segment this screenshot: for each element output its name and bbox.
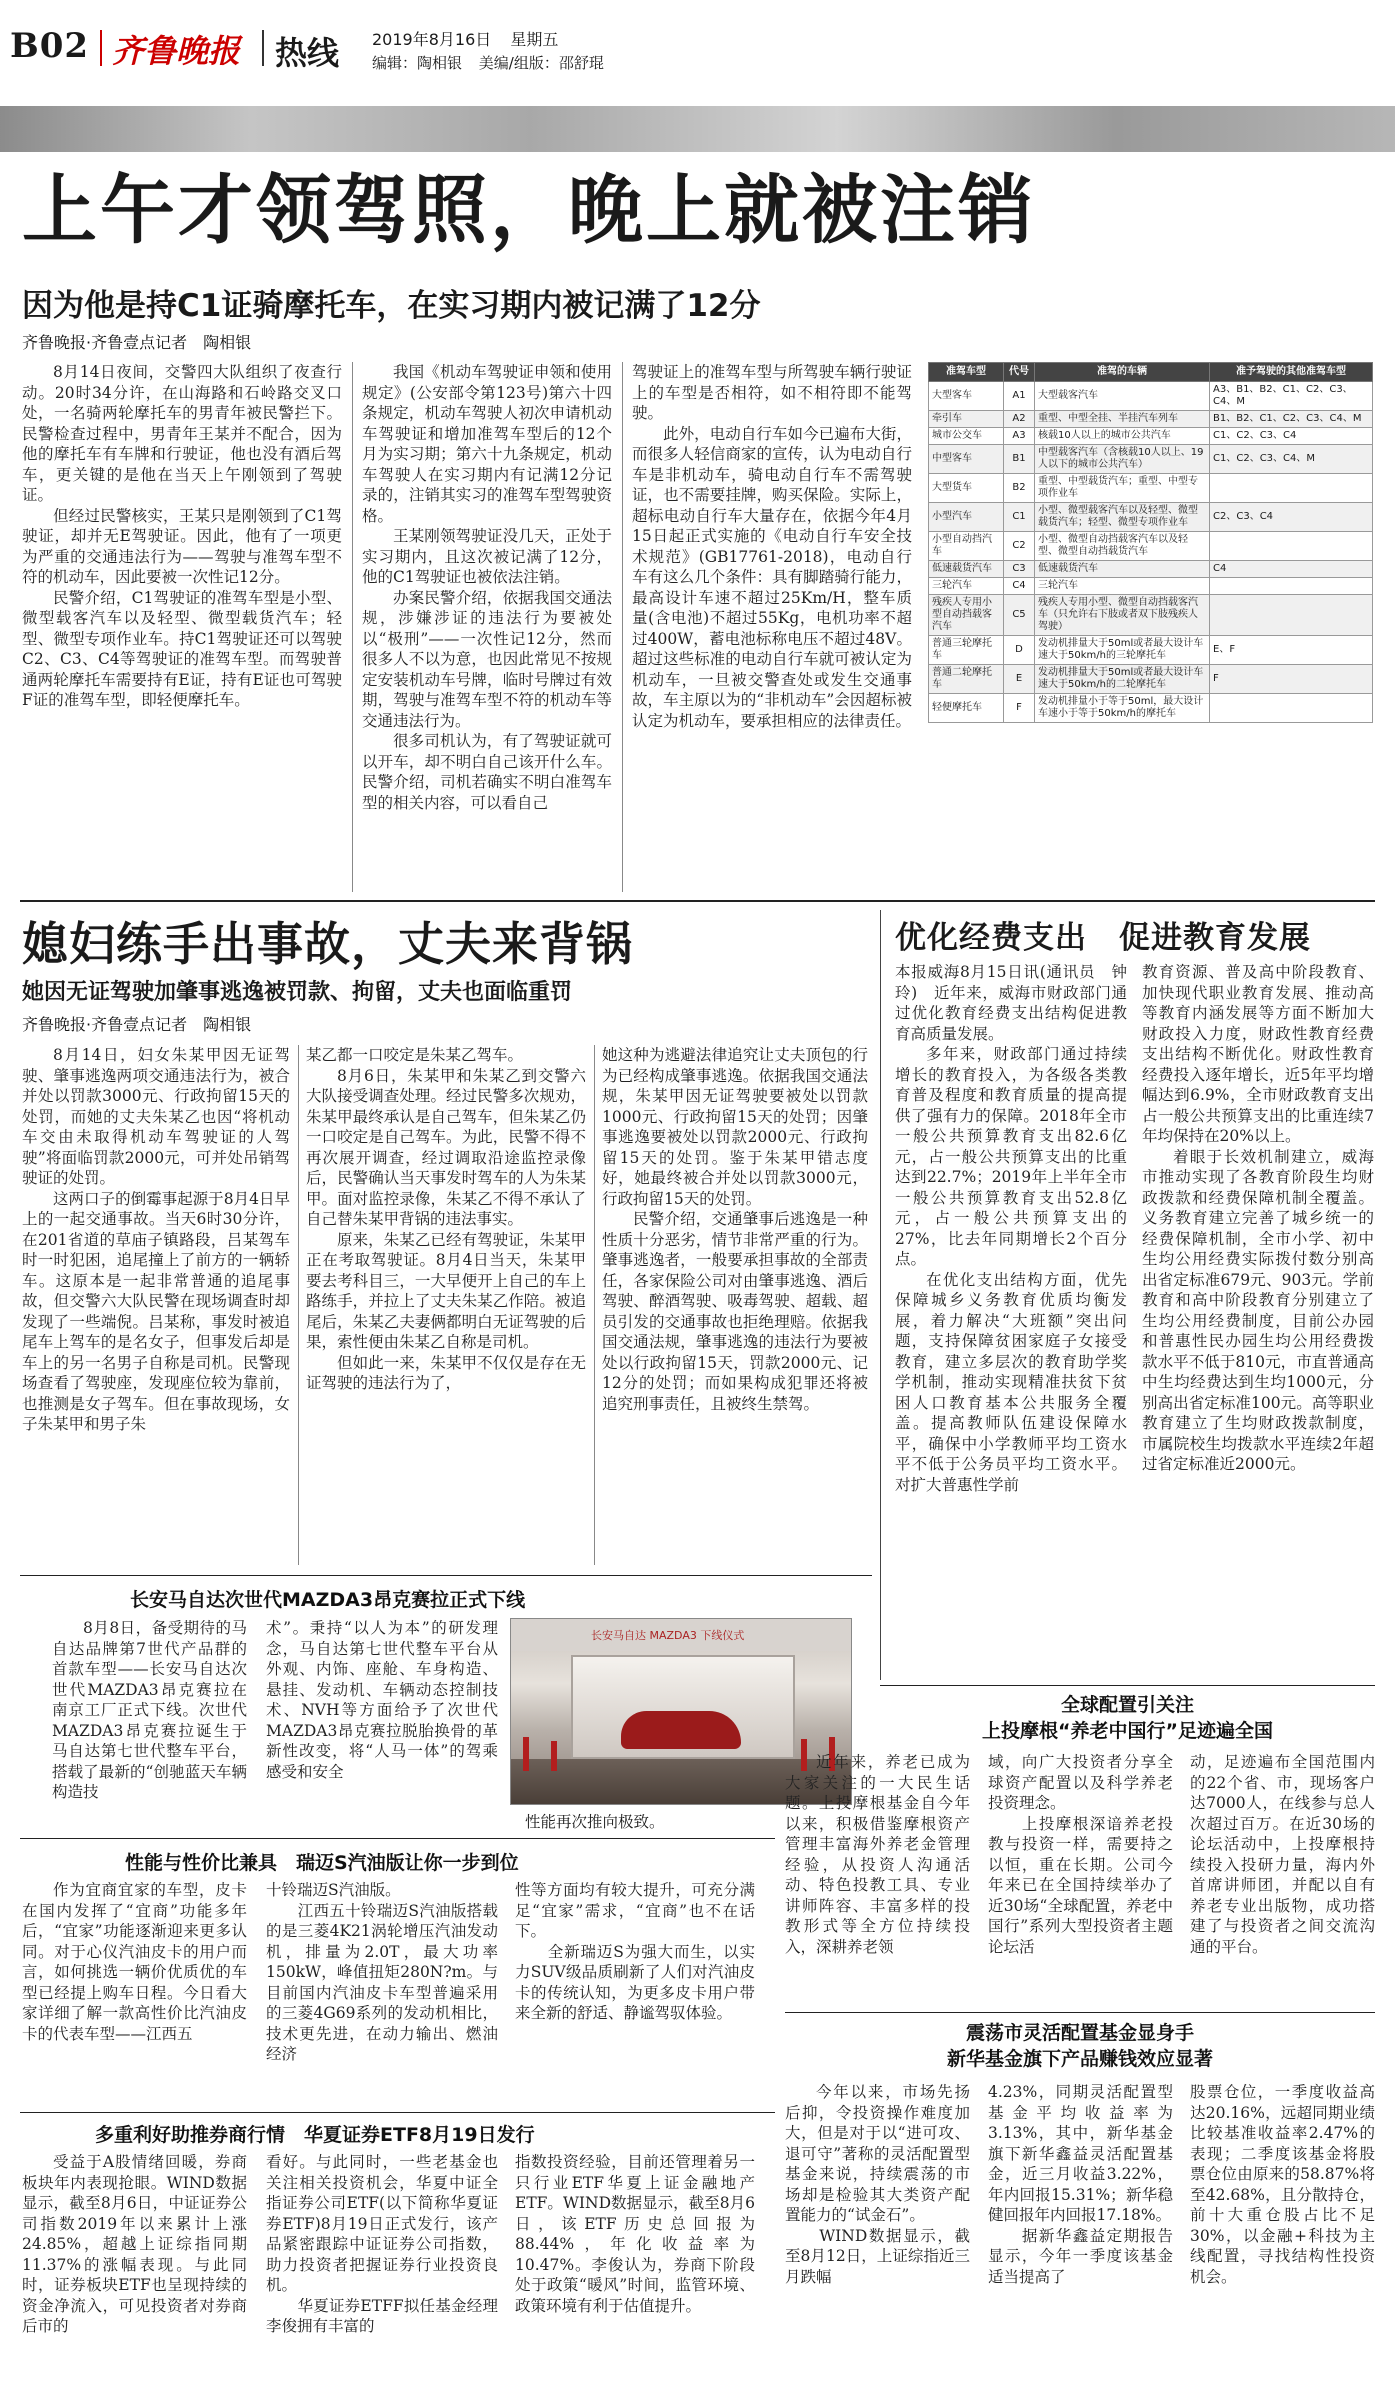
- mazda-photo-caption: 性能再次推向极致。: [525, 1813, 665, 1831]
- table-cell: [1210, 578, 1373, 595]
- lead-byline: 齐鲁晚报·齐鲁壹点记者 陶相银: [22, 333, 252, 352]
- yangcheng-title-line1: 全球配置引关注: [1060, 1694, 1194, 1716]
- photo-signage-text: 长安马自达 MAZDA3 下线仪式: [591, 1629, 745, 1642]
- date-text: 2019年8月16日: [372, 30, 492, 49]
- paragraph: 作为宜商宜家的车型，皮卡在国内发挥了“宜商”功能多年后，“宜家”功能逐渐迎来更多认同。对于心仪汽油皮卡的用户而言，如何挑选一辆价优质优的车型已经提上购车日程。今日看大家详细了解一款高性价比汽油皮卡的代表车型——江西五: [22, 1881, 247, 2043]
- table-cell: C1: [1004, 503, 1035, 532]
- paragraph: 但经过民警核实，王某只是刚领到了C1驾驶证，却并无E驾驶证。因此，他有了一项更为严重的交通违法行为——驾驶与准驾车型不符的机动车，因此要被一次性记12分。: [22, 506, 342, 586]
- paragraph: 这两口子的倒霉事起源于8月4日早上的一起交通事故。当天6时30分许，在201省道的草庙子镇路段，吕某驾车时一时犯困，追尾撞上了前方的一辆轿车。这原本是一起非常普通的追尾事故，但交警六大队民警在现场调查时却发现了一些端倪。吕某称，事发时被追尾车上驾车的是名女子，但事发后却是车上的另一名男子自称是司机。民警现场查看了驾驶座，发现座位较为靠前，也推测是女子驾车。但在事故现场，女子朱某甲和男子朱: [22, 1189, 290, 1433]
- table-cell: 低速载货汽车: [1035, 561, 1210, 578]
- paragraph: 原来，朱某乙已经有驾驶证，朱某甲正在考取驾驶证。8月4日当天，朱某甲要去考科目三，一大早便开上自己的车上路练手，并拉上了丈夫朱某乙作陪。被追尾后，朱某乙夫妻俩都明白无证驾驶的后果，索性便由朱某乙自称是司机。: [306, 1230, 586, 1351]
- paragraph: 驾驶证上的准驾车型与所驾驶车辆行驶证上的车型是否相符，如不相符即不能驾驶。: [632, 363, 912, 422]
- table-header-row: [929, 363, 1373, 382]
- paragraph: 多年来，财政部门通过持续增长的教育投入，为各级各类教育普及程度和教育质量的提高提供了强有力的保障。2018年全市一般公共预算教育支出82.6亿元，占一般公共预算支出的比重达到22.7%；2019年上半年全市一般公共预算教育支出52.8亿元，占一般公共预算支出的27%，比去年同期增长2个百分点。: [895, 1045, 1127, 1268]
- table-cell: F: [1210, 665, 1373, 694]
- editor-credits: [372, 52, 604, 73]
- table-cell: C3: [1004, 561, 1035, 578]
- table-header-cell: 准驾的车辆: [1035, 363, 1210, 382]
- section-title: 热线: [275, 34, 340, 72]
- table-cell: 三轮汽车: [929, 578, 1004, 595]
- story2-subheadline: 她因无证驾驶加肇事逃逸被罚款、拘留，丈夫也面临重罚: [22, 980, 573, 1005]
- paragraph: 本报威海8月15日讯(通讯员 钟玲) 近年来，威海市财政部门通过优化教育经费支出结构促进教育高质量发展。: [895, 963, 1127, 1043]
- table-cell: B1、B2、C1、C2、C3、C4、M: [1210, 411, 1373, 428]
- table-cell: [1210, 694, 1373, 723]
- weekday-text: 星期五: [510, 30, 559, 49]
- table-cell: 大型客车: [929, 382, 1004, 411]
- paragraph: 某乙都一口咬定是朱某乙驾车。: [306, 1046, 524, 1064]
- yangcheng-ad-column-2: [988, 1752, 1173, 1957]
- yangcheng-ad-column-3: [1190, 1752, 1375, 1957]
- lead-column-1: [22, 362, 342, 711]
- story2-column-2: [306, 1045, 586, 1394]
- story3-column-1: [895, 962, 1127, 1495]
- table-cell: 牵引车: [929, 411, 1004, 428]
- paper-logo: 齐鲁晚报: [112, 32, 241, 70]
- paragraph: 域，向广大投资者分享全球资产配置以及科学养老投资理念。 上投摩根深谙养老投教与投资一样，需要持之以恒，重在长期。公司今年来已在全国持续举办了近30场“全球配置，养老中国行”系列大型投资者主题论坛活: [988, 1753, 1173, 1956]
- table-cell: 中型客车: [929, 445, 1004, 474]
- table-cell: 重型、中型全挂、半挂汽车列车: [1035, 411, 1210, 428]
- table-cell: 发动机排量大于50ml或者最大设计车速大于50km/h的二轮摩托车: [1035, 665, 1210, 694]
- table-cell: 低速载货汽车: [929, 561, 1004, 578]
- table-row: [929, 382, 1373, 411]
- table-cell: [1210, 474, 1373, 503]
- huaxia-ad-column-3: [515, 2152, 755, 2316]
- table-cell: C4: [1004, 578, 1035, 595]
- table-cell: A1: [1004, 382, 1035, 411]
- table-row: [929, 411, 1373, 428]
- paragraph: 十铃瑞迈S汽油版。 江西五十铃瑞迈S汽油版搭载的是三菱4K21涡轮增压汽油发动机，排量为2.0T，最大功率150kW，峰值扭矩280N?m。与目前国内汽油皮卡车型普遍采用的三菱4G69系列的发动机相比，技术更先进，在动力输出、燃油经济: [266, 1881, 498, 2063]
- table-row: [929, 578, 1373, 595]
- paragraph: 但如此一来，朱某甲不仅仅是存在无证驾驶的违法行为了，: [306, 1353, 586, 1392]
- story3-headline: 优化经费支出 促进教育发展: [895, 920, 1311, 956]
- story2-byline: 齐鲁晚报·齐鲁壹点记者 陶相银: [22, 1015, 252, 1034]
- table-cell: A3: [1004, 428, 1035, 445]
- huaxia-ad-column-1: [22, 2152, 247, 2337]
- table-cell: 大型载客汽车: [1035, 382, 1210, 411]
- table-cell: F: [1004, 694, 1035, 723]
- table-cell: 发动机排量大于50ml或者最大设计车速大于50km/h的三轮摩托车: [1035, 636, 1210, 665]
- table-cell: D: [1004, 636, 1035, 665]
- page-code: B02: [10, 26, 90, 66]
- paragraph: 办案民警介绍，依据我国交通法规，涉嫌涉证的违法行为要被处以“极刑”——一次性记12分，然而很多人不以为意，也因此常见不按规定安装机动车号牌，临时号牌过有效期，驾驶与准驾车型不符的机动车等交通违法行为。: [362, 588, 612, 730]
- table-cell: C1、C2、C3、C4: [1210, 428, 1373, 445]
- paragraph: 动，足迹遍布全国范围内的22个省、市，现场客户达7000人，在线参与总人次超过百万。在近30场的论坛活动中，上投摩根持续投入投研力量，海内外首席讲师团，并配以自有养老专业出版物，成功搭建了与投资者之间交流沟通的平台。: [1190, 1753, 1375, 1956]
- table-cell: A2: [1004, 411, 1035, 428]
- table-cell: C1、C2、C3、C4、M: [1210, 445, 1373, 474]
- table-row: [929, 694, 1373, 723]
- table-row: [929, 561, 1373, 578]
- table-cell: 小型、微型载客汽车以及轻型、微型载货汽车；轻型、微型专项作业车: [1035, 503, 1210, 532]
- table-cell: 发动机排量小于等于50ml，最大设计车速小于等于50km/h的摩托车: [1035, 694, 1210, 723]
- mazda-ad-column-1: [52, 1618, 247, 1803]
- license-class-table: [928, 362, 1373, 723]
- table-row: [929, 445, 1373, 474]
- paragraph: 王某刚领驾驶证没几天，正处于实习期内，且这次被记满了12分，他的C1驾驶证也被依法注销。: [362, 527, 612, 586]
- table-cell: 小型自动挡汽车: [929, 532, 1004, 561]
- zhendang-ad-title: [785, 2020, 1375, 2072]
- isuzu-ad-column-1: [22, 1880, 247, 2044]
- license-table-body: [929, 382, 1373, 723]
- paragraph: 民警介绍，交通肇事后逃逸是一种性质十分恶劣，情节非常严重的行为。肇事逃逸者，一般要承担事故的全部责任，各家保险公司对由肇事逃逸、酒后驾驶、醉酒驾驶、吸毒驾驶、超载、超员引发的交通事故也拒绝理赔。依据我国交通法规，肇事逃逸的违法行为要被处以行政拘留15天，罚款2000元、记12分的处罚；而如果构成犯罪还将被追究刑事责任，且被终生禁驾。: [602, 1210, 868, 1413]
- table-row: [929, 665, 1373, 694]
- paragraph: 8月14日夜间，交警四大队组织了夜查行动。20时34分许，在山海路和石岭路交叉口处，一名骑两轮摩托车的男青年被民警拦下。民警检查过程中，男青年王某并不配合，因为他的摩托车有车牌和行驶证，他也没有酒后驾车，更关键的是他在当天上午刚领到了驾驶证。: [22, 363, 342, 504]
- mazda-ad-column-2: [266, 1618, 498, 1782]
- editor-text: 编辑：陶相银: [372, 54, 463, 72]
- table-row: [929, 503, 1373, 532]
- zhendang-title-line2: 新华基金旗下产品赚钱效应显著: [946, 2048, 1213, 2070]
- lead-subheadline: 因为他是持C1证骑摩托车，在实习期内被记满了12分: [22, 288, 761, 324]
- story2-column-3: [602, 1045, 868, 1414]
- story3-column-2: [1142, 962, 1374, 1475]
- paragraph: 指数投资经验，目前还管理着另一只行业ETF华夏上证金融地产ETF。WIND数据显示，截至8月6日，该ETF历史总回报为88.44%，年化收益率为10.47%。李俊认为，券商下阶段处于政策“暖风”时间，监管环境、政策环境有利于估值提升。: [515, 2153, 755, 2315]
- masthead: [0, 0, 1395, 105]
- table-header-cell: 准予驾驶的其他准驾车型: [1210, 363, 1373, 382]
- table-cell: B1: [1004, 445, 1035, 474]
- table-row: [929, 532, 1373, 561]
- table-row: [929, 595, 1373, 636]
- license-table: [928, 362, 1373, 723]
- table-cell: C2: [1004, 532, 1035, 561]
- yangcheng-ad-title: [880, 1692, 1375, 1744]
- zhendang-ad-column-2: [988, 2082, 1173, 2287]
- lead-column-3: [632, 362, 912, 731]
- mazda-ad-title: 长安马自达次世代MAZDA3昂克赛拉正式下线: [130, 1589, 526, 1611]
- table-cell: C4: [1210, 561, 1373, 578]
- story2-headline: 媳妇练手出事故，丈夫来背锅: [22, 917, 633, 971]
- table-cell: 残疾人专用小型、微型自动挡载客汽车（只允许右下肢或者双下肢残疾人驾驶）: [1035, 595, 1210, 636]
- isuzu-ad-column-2: [266, 1880, 498, 2065]
- table-cell: 小型汽车: [929, 503, 1004, 532]
- table-cell: C5: [1004, 595, 1035, 636]
- paragraph: 股票仓位，一季度收益高达20.16%，远超同期业绩比较基准收益率2.47%的表现；二季度该基金将股票仓位由原来的58.87%将至42.68%，且分散持仓，前十大重仓股占比不足30%，以金融+科技为主线配置，寻找结构性投资机会。: [1190, 2083, 1375, 2286]
- issue-date: [372, 27, 558, 50]
- table-cell: 三轮汽车: [1035, 578, 1210, 595]
- table-cell: 残疾人专用小型自动挡载客汽车: [929, 595, 1004, 636]
- table-header-cell: 准驾车型: [929, 363, 1004, 382]
- zhendang-ad-column-3: [1190, 2082, 1375, 2287]
- yangcheng-title-line2: 上投摩根“养老中国行”足迹遍全国: [982, 1720, 1273, 1742]
- story2-column-1: [22, 1045, 290, 1435]
- paragraph: 4.23%，同期灵活配置型基金平均收益率为3.13%，其中，新华基金旗下新华鑫益灵活配置基金，近三月收益3.22%，年内回报15.31%；新华稳健回报年内回报17.18%。 据新华鑫益定期报告显示，今年一季度该基金适当提高了: [988, 2083, 1173, 2286]
- table-cell: B2: [1004, 474, 1035, 503]
- paragraph: 我国《机动车驾驶证申领和使用规定》(公安部令第123号)第六十四条规定，机动车驾驶人初次申请机动车驾驶证和增加准驾车型后的12个月为实习期；第六十九条规定，机动车驾驶人在实习期内有记满12分记录的，注销其实习的准驾车型驾驶资格。: [362, 363, 612, 525]
- paragraph: 受益于A股情绪回暖，券商板块年内表现抢眼。WIND数据显示，截至8月6日，中证证券公司指数2019年以来累计上涨24.85%，超越上证综指同期11.37%的涨幅表现。与此同时，证券板块ETF也呈现持续的资金净流入，可见投资者对券商后市的: [22, 2153, 247, 2335]
- table-cell: 重型、中型载货汽车；重型、中型专项作业车: [1035, 474, 1210, 503]
- paragraph: 术”。秉持“以人为本”的研发理念，马自达第七世代整车平台从外观、内饰、座舱、车身构造、悬挂、发动机、车辆动态控制技术、NVH等方面给予了次世代MAZDA3昂克赛拉脱胎换骨的革新性改变，将“人马一体”的驾乘感受和安全: [266, 1619, 498, 1781]
- paragraph: 今年以来，市场先扬后抑，令投资操作难度加大，但是对于以“进可攻、退可守”著称的灵活配置型基金来说，持续震荡的市场却是检验其大类资产配置能力的“试金石”。 WIND数据显示，截至8月12日，上证综指近三月跌幅: [785, 2083, 970, 2286]
- table-cell: A3、B1、B2、C1、C2、C3、C4、M: [1210, 382, 1373, 411]
- huaxia-ad-column-2: [266, 2152, 498, 2337]
- paragraph: 着眼于长效机制建立，威海市推动实现了各教育阶段生均财政拨款和经费保障机制全覆盖。义务教育建立完善了城乡统一的经费保障机制，全市小学、初中生均公用经费实际拨付数分别高出省定标准679元、903元。学前教育和高中阶段教育分别建立了生均公用经费制度，目前公办园和普惠性民办园生均公用经费拨款水平不低于810元，市直普通高中生均经费达到生均1000元，分别高出省定标准100元。高等职业教育建立了生均财政拨款制度，市属院校生均拨款水平连续2年超过省定标准近2000元。: [1142, 1147, 1374, 1473]
- paragraph: 近年来，养老已成为大家关注的一大民生话题。上投摩根基金自今年以来，积极借鉴摩根资产管理丰富海外养老金管理经验，从投资人沟通活动、特色投教工具、专业讲师阵容、丰富多样的投教形式等全方位持续投入，深耕养老领: [785, 1753, 970, 1956]
- isuzu-ad-title: 性能与性价比兼具 瑞迈S汽油版让你一步到位: [125, 1852, 519, 1874]
- table-cell: 普通二轮摩托车: [929, 665, 1004, 694]
- table-cell: E、F: [1210, 636, 1373, 665]
- table-cell: 轻便摩托车: [929, 694, 1004, 723]
- table-row: [929, 474, 1373, 503]
- paragraph: 她这种为逃避法律追究让丈夫顶包的行为已经构成肇事逃逸。依据我国交通法规，朱某甲因无证驾驶要被处以罚款1000元、行政拘留15天的处罚；因肇事逃逸要被处以罚款2000元、行政拘留15天的处罚。鉴于朱某甲错志度好，她最终被合并处以罚款3000元，行政拘留15天的处罚。: [602, 1046, 868, 1208]
- paragraph: 在优化支出结构方面，优先保障城乡义务教育优质均衡发展，着力解决“大班额”突出问题，支持保障贫困家庭子女接受教育，建立多层次的教育助学奖学机制，推动实现精准扶贫下贫困人口教育基本公共服务全覆盖。提高教师队伍建设保障水平，确保中小学教师平均工资水平不低于公务员平均工资水平。对扩大普惠性学前: [895, 1270, 1127, 1494]
- table-cell: 大型货车: [929, 474, 1004, 503]
- table-cell: E: [1004, 665, 1035, 694]
- paragraph: 8月6日，朱某甲和朱某乙到交警六大队接受调查处理。经过民警多次规劝，朱某甲最终承认是自己驾车，但朱某乙仍一口咬定是自己驾车。为此，民警不得不再次展开调查，经过调取沿途监控录像后，民警确认当天事发时驾车的人为朱某甲。面对监控录像，朱某乙不得不承认了自己替朱某甲背锅的违法事实。: [306, 1066, 586, 1228]
- paragraph: 民警介绍，C1驾驶证的准驾车型是小型、微型载客汽车以及轻型、微型载货汽车；轻型、微型专项作业车。持C1驾驶证还可以驾驶C2、C3、C4等驾驶证的准驾车型。而驾驶普通两轮摩托车需要持有E证，持有E证也可驾驶F证的准驾车型，即轻便摩托车。: [22, 588, 342, 709]
- paragraph: 8月14日，妇女朱某甲因无证驾驶、肇事逃逸两项交通违法行为，被合并处以罚款3000元、行政拘留15天的处罚，而她的丈夫朱某乙也因“将机动车交由未取得机动车驾驶证的人驾驶”将面临罚款2000元，可并处吊销驾驶证的处罚。: [22, 1046, 290, 1187]
- table-cell: C2、C3、C4: [1210, 503, 1373, 532]
- zhendang-ad-column-1: [785, 2082, 970, 2287]
- table-cell: 小型、微型自动挡载客汽车以及轻型、微型自动挡载货汽车: [1035, 532, 1210, 561]
- huaxia-ad-title: 多重利好助推券商行情 华夏证券ETF8月19日发行: [95, 2124, 535, 2146]
- designer-text: 美编/组版：邵舒琨: [478, 54, 604, 72]
- table-cell: [1210, 532, 1373, 561]
- paragraph: 看好。与此同时，一些老基金也关注相关投资机会，华夏中证全指证券公司ETF(以下简称华夏证券ETF)8月19日正式发行，该产品紧密跟踪中证证券公司指数，助力投资者把握证券行业投资良机。 华夏证券ETFF拟任基金经理李俊拥有丰富的: [266, 2153, 498, 2335]
- lead-headline: 上午才领驾照，晚上就被注销: [22, 166, 1037, 254]
- table-cell: 核载10人以上的城市公共汽车: [1035, 428, 1210, 445]
- table-cell: 城市公交车: [929, 428, 1004, 445]
- table-cell: 中型载客汽车（含核载10人以上、19人以下的城市公共汽车）: [1035, 445, 1210, 474]
- isuzu-ad-column-3: [515, 1880, 755, 2024]
- table-cell: [1210, 595, 1373, 636]
- car-shape: [621, 1711, 741, 1749]
- paragraph: 此外，电动自行车如今已遍布大街，而很多人轻信商家的宣传，认为电动自行车是非机动车，骑电动自行车不需驾驶证，也不需要挂牌，购买保险。实际上，超标电动自行车大量存在，依据今年4月15日起正式实施的《电动自行车安全技术规范》(GB17761-2018)，电动自行车有这么几个条件：具有脚踏骑行能力，最高设计车速不超过25Km/H，整车质量(含电池)不超过55Kg，电机功率不超过400W，蓄电池标称电压不超过48V。超过这些标准的电动自行车就可被认定为机动车，一旦被交警查处或发生交通事故，车主原以为的“非机动车”会因超标被认定为机动车，要承担相应的法律责任。: [632, 424, 912, 730]
- table-row: [929, 428, 1373, 445]
- paragraph: 性等方面均有较大提升，可充分满足“宜家”需求，“宜商”也不在话下。 全新瑞迈S为强大而生，以实力SUV级品质刷新了人们对汽油皮卡的传统认知，为更多皮卡用户带来全新的舒适、静谧驾驭体验。: [515, 1881, 755, 2022]
- header-banner-strip: [0, 106, 1395, 152]
- paragraph: 8月8日，备受期待的马自达品牌第7世代产品群的首款车型——长安马自达次世代MAZDA3昂克赛拉在南京工厂正式下线。次世代MAZDA3昂克赛拉诞生于马自达第七世代整车平台，搭载了最新的“创驰蓝天车辆构造技: [52, 1619, 247, 1801]
- paragraph: 教育资源、普及高中阶段教育、加快现代职业教育发展、推动高等教育内涵发展等方面不断加大财政投入力度，财政性教育经费支出结构不断优化。财政性教育经费投入逐年增长，近5年平均增幅达到6.9%，全市财政教育支出占一般公共预算支出的比重连续7年均保持在20%以上。: [1142, 963, 1374, 1145]
- table-cell: 普通三轮摩托车: [929, 636, 1004, 665]
- yangcheng-ad-column-1: [785, 1752, 970, 1957]
- zhendang-title-line1: 震荡市灵活配置基金显身手: [965, 2022, 1194, 2044]
- lead-column-2: [362, 362, 612, 813]
- table-row: [929, 636, 1373, 665]
- paragraph: 很多司机认为，有了驾驶证就可以开车，却不明白自己该开什么车。民警介绍，司机若确实不明白准驾车型的相关内容，可以看自己: [362, 732, 612, 812]
- table-header-cell: 代号: [1004, 363, 1035, 382]
